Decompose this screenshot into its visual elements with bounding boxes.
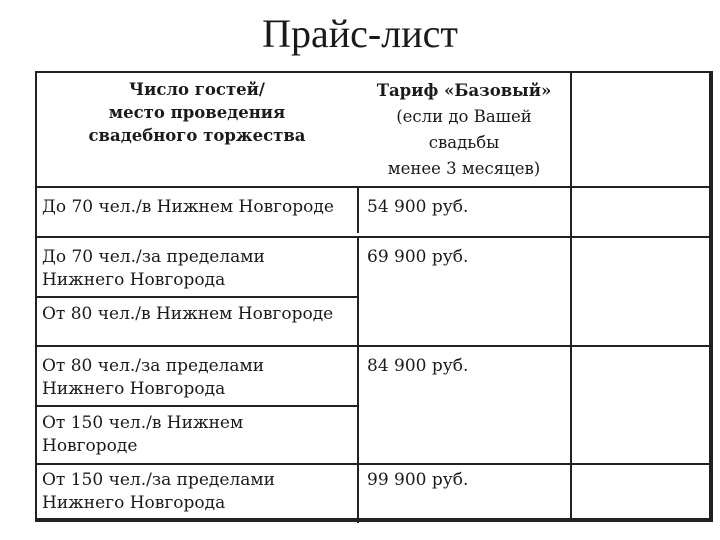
table-row-label — [42, 355, 264, 401]
row-label-line: Нижнего Новгорода — [42, 379, 226, 399]
row-label-line: От 80 чел./за пределами — [42, 356, 265, 376]
row-label-line: От 80 чел./в Нижнем Новгороде — [42, 304, 334, 324]
header-line: Число гостей/ — [129, 80, 265, 99]
row-label-line: От 150 чел./в Нижнем — [42, 413, 244, 433]
row-divider — [36, 296, 357, 298]
column-divider — [357, 186, 359, 233]
table-row-price: 99 900 руб. — [367, 470, 469, 490]
header-line: свадебного торжества — [88, 126, 306, 145]
row-label-line: Нижнего Новгорода — [42, 270, 226, 290]
table-row-label — [42, 469, 275, 515]
table-row-label — [42, 246, 265, 292]
header-note-line: менее 3 месяцев) — [387, 159, 541, 178]
row-divider — [36, 345, 711, 347]
row-label-line: До 70 чел./в Нижнем Новгороде — [42, 197, 334, 217]
page-title: Прайс-лист — [262, 11, 458, 56]
row-label-line: До 70 чел./за пределами — [42, 247, 265, 267]
header-line: место проведения — [108, 103, 286, 122]
column-divider — [570, 72, 572, 522]
table-row-price: 54 900 руб. — [367, 197, 469, 217]
header-note-line: свадьбы — [428, 133, 500, 152]
column-divider — [357, 236, 359, 523]
row-label-line: От 150 чел./за пределами — [42, 470, 275, 490]
table-row-label — [42, 196, 334, 219]
row-divider — [36, 405, 357, 407]
table-row-price: 69 900 руб. — [367, 247, 469, 267]
header-tariff-title: Тариф «Базовый» — [376, 81, 552, 100]
table-row-price: 84 900 руб. — [367, 356, 469, 376]
row-label-line: Новгороде — [42, 436, 138, 456]
row-divider — [36, 236, 711, 238]
row-divider — [36, 463, 711, 465]
header-guests-location — [38, 78, 356, 147]
table-row-label — [42, 303, 333, 326]
header-note-line: (если до Вашей — [396, 107, 532, 126]
row-label-line: Нижнего Новгорода — [42, 493, 226, 513]
header-tariff — [360, 78, 568, 182]
table-row-label — [42, 412, 243, 458]
row-divider — [36, 186, 711, 188]
